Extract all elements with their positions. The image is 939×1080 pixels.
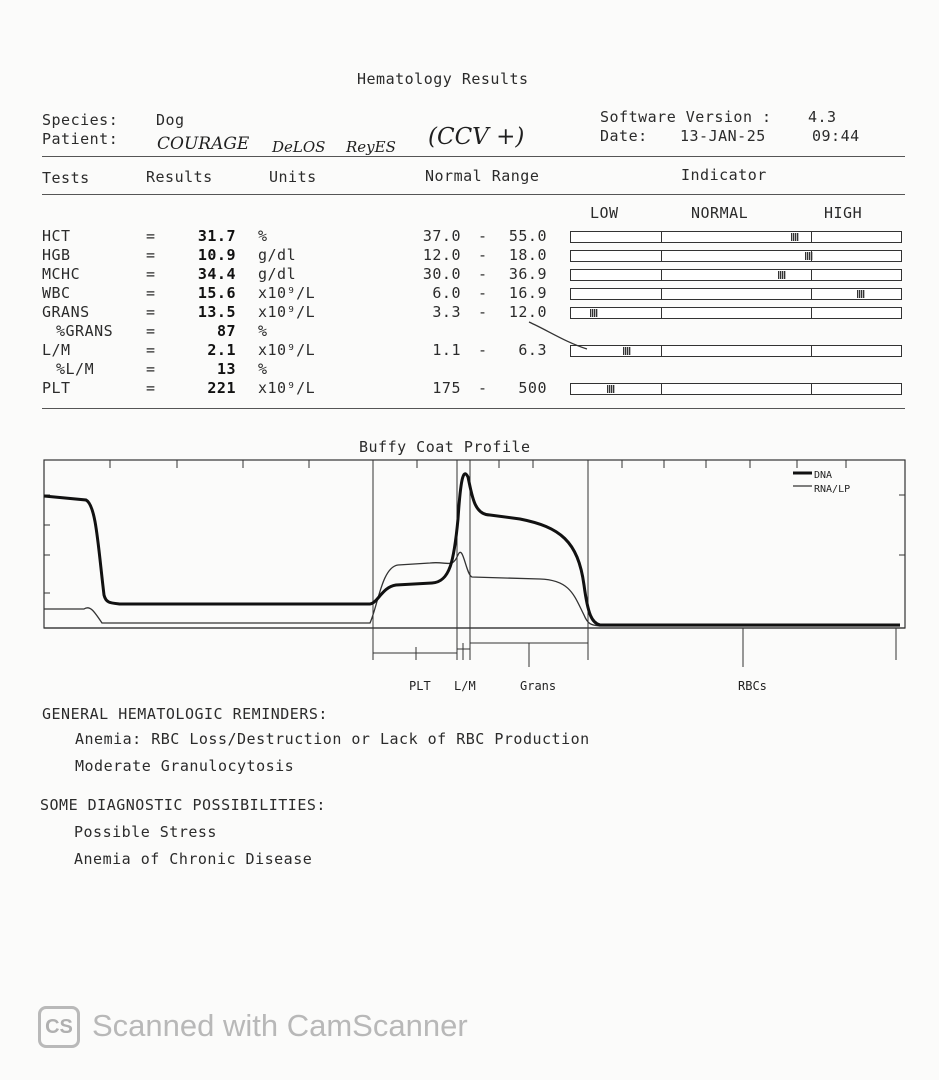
col-results: Results <box>146 168 213 186</box>
row-result: 87 <box>216 322 236 340</box>
row-range-dash: - <box>478 284 488 302</box>
buffy-coat-chart <box>0 455 939 695</box>
patient-middle-name: DeLOS <box>272 138 326 156</box>
rna-lp-curve <box>44 552 900 626</box>
row-range-high: 6.3 <box>518 341 547 359</box>
indicator-divider <box>661 250 662 262</box>
indicator-bar <box>570 383 902 395</box>
row-equals: = <box>146 303 156 321</box>
indicator-bar <box>570 250 902 262</box>
row-range-dash: - <box>478 265 488 283</box>
row-equals: = <box>146 360 156 378</box>
indicator-normal-label: NORMAL <box>691 204 749 222</box>
row-unit: % <box>258 360 268 378</box>
indicator-divider <box>661 345 662 357</box>
row-result: 13 <box>216 360 236 378</box>
row-test-name: PLT <box>42 379 71 397</box>
row-range-low: 6.0 <box>432 284 461 302</box>
indicator-low-label: LOW <box>590 204 619 222</box>
row-range-low: 1.1 <box>432 341 461 359</box>
row-result: 31.7 <box>197 227 236 245</box>
row-unit: x10⁹/L <box>258 284 316 302</box>
time-value: 09:44 <box>812 127 860 145</box>
indicator-marker <box>623 347 631 355</box>
zone-label-rbcs: RBCs <box>738 679 767 693</box>
row-equals: = <box>146 322 156 340</box>
legend-dna: DNA <box>814 470 833 481</box>
indicator-divider <box>661 288 662 300</box>
zone-label-grans: Grans <box>520 679 557 693</box>
indicator-divider <box>811 383 812 395</box>
row-range-high: 55.0 <box>508 227 547 245</box>
report-title: Hematology Results <box>357 70 529 88</box>
columns-rule <box>42 194 905 195</box>
watermark-text: Scanned with CamScanner <box>92 1008 468 1043</box>
date-label: Date: <box>600 127 648 145</box>
row-range-low: 175 <box>432 379 461 397</box>
indicator-divider <box>661 383 662 395</box>
row-range-dash: - <box>478 246 488 264</box>
date-value: 13-JAN-25 <box>680 127 766 145</box>
indicator-marker <box>778 271 786 279</box>
indicator-high-label: HIGH <box>824 204 863 222</box>
patient-note: (CCV +) <box>428 124 525 150</box>
row-result: 15.6 <box>197 284 236 302</box>
diagnostic-item: Anemia of Chronic Disease <box>74 850 313 868</box>
patient-first-name: COURAGE <box>157 134 250 154</box>
row-test-name: %GRANS <box>56 322 114 340</box>
row-result: 2.1 <box>207 341 236 359</box>
row-equals: = <box>146 246 156 264</box>
row-equals: = <box>146 284 156 302</box>
indicator-divider <box>811 345 812 357</box>
indicator-divider <box>811 269 812 281</box>
col-indicator: Indicator <box>681 166 767 184</box>
pen-annotation <box>525 318 595 354</box>
row-test-name: %L/M <box>56 360 95 378</box>
dna-curve <box>44 474 900 625</box>
row-range-high: 12.0 <box>508 303 547 321</box>
col-normal-range: Normal Range <box>425 167 540 185</box>
indicator-bar <box>570 231 902 243</box>
patient-last-name: ReyES <box>346 138 396 156</box>
camscanner-logo-icon: CS <box>38 1006 80 1048</box>
row-unit: g/dl <box>258 246 297 264</box>
indicator-divider <box>811 288 812 300</box>
indicator-bar <box>570 269 902 281</box>
indicator-divider <box>661 269 662 281</box>
row-test-name: HGB <box>42 246 71 264</box>
row-equals: = <box>146 379 156 397</box>
row-result: 34.4 <box>197 265 236 283</box>
indicator-marker <box>607 385 615 393</box>
table-bottom-rule <box>42 408 905 409</box>
indicator-marker <box>805 252 813 260</box>
buffy-title: Buffy Coat Profile <box>359 438 531 456</box>
species-value: Dog <box>156 111 185 129</box>
indicator-bar <box>570 307 902 319</box>
indicator-divider <box>811 231 812 243</box>
diagnostics-heading: SOME DIAGNOSTIC POSSIBILITIES: <box>40 796 326 814</box>
indicator-divider <box>811 307 812 319</box>
row-unit: g/dl <box>258 265 297 283</box>
zone-label-lm: L/M <box>454 679 476 693</box>
row-range-dash: - <box>478 379 488 397</box>
row-unit: x10⁹/L <box>258 379 316 397</box>
legend-rna-lp: RNA/LP <box>814 484 851 495</box>
indicator-bar <box>570 288 902 300</box>
zone-label-plt: PLT <box>409 679 431 693</box>
row-range-dash: - <box>478 227 488 245</box>
indicator-marker <box>590 309 598 317</box>
row-test-name: GRANS <box>42 303 90 321</box>
row-unit: % <box>258 227 268 245</box>
row-test-name: HCT <box>42 227 71 245</box>
buffy-legend <box>793 470 850 495</box>
row-test-name: WBC <box>42 284 71 302</box>
species-label: Species: <box>42 111 119 129</box>
indicator-divider <box>661 231 662 243</box>
patient-label: Patient: <box>42 130 119 148</box>
row-range-dash: - <box>478 341 488 359</box>
col-tests: Tests <box>42 169 90 187</box>
row-unit: x10⁹/L <box>258 303 316 321</box>
indicator-marker <box>857 290 865 298</box>
reminder-item: Moderate Granulocytosis <box>75 757 295 775</box>
row-test-name: MCHC <box>42 265 81 283</box>
row-range-high: 500 <box>518 379 547 397</box>
row-equals: = <box>146 341 156 359</box>
row-range-high: 18.0 <box>508 246 547 264</box>
row-range-high: 16.9 <box>508 284 547 302</box>
row-range-low: 3.3 <box>432 303 461 321</box>
reminder-item: Anemia: RBC Loss/Destruction or Lack of RBC Production <box>75 730 590 748</box>
indicator-divider <box>661 307 662 319</box>
row-test-name: L/M <box>42 341 71 359</box>
row-range-low: 37.0 <box>422 227 461 245</box>
indicator-marker <box>791 233 799 241</box>
reminders-heading: GENERAL HEMATOLOGIC REMINDERS: <box>42 705 328 723</box>
row-equals: = <box>146 265 156 283</box>
row-range-high: 36.9 <box>508 265 547 283</box>
row-result: 13.5 <box>197 303 236 321</box>
indicator-bar <box>570 345 902 357</box>
header-rule <box>42 156 905 157</box>
row-equals: = <box>146 227 156 245</box>
row-unit: x10⁹/L <box>258 341 316 359</box>
row-unit: % <box>258 322 268 340</box>
software-version: 4.3 <box>808 108 837 126</box>
diagnostic-item: Possible Stress <box>74 823 217 841</box>
row-range-low: 12.0 <box>422 246 461 264</box>
col-units: Units <box>269 168 317 186</box>
row-range-dash: - <box>478 303 488 321</box>
row-result: 221 <box>207 379 236 397</box>
software-label: Software Version : <box>600 108 772 126</box>
row-range-low: 30.0 <box>422 265 461 283</box>
row-result: 10.9 <box>197 246 236 264</box>
